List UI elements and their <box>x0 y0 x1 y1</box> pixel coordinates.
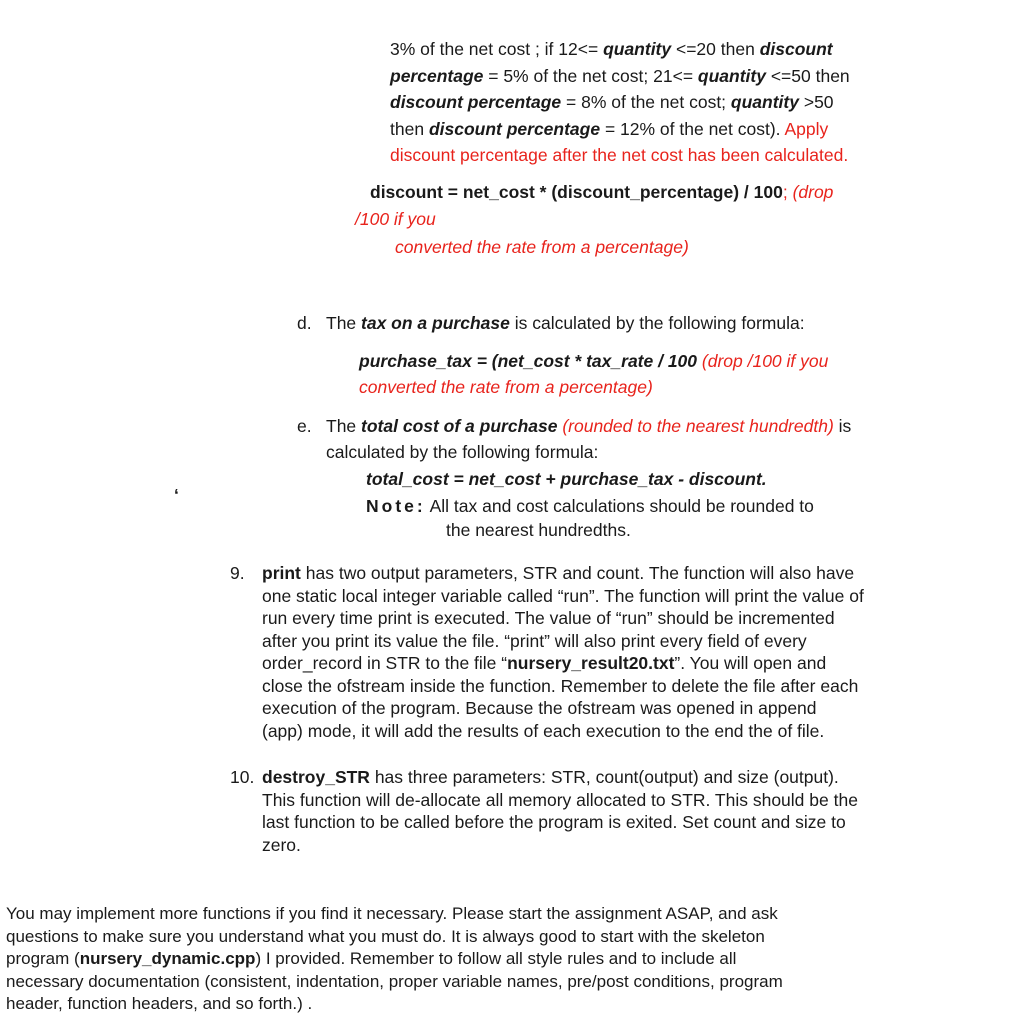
item-e-text: The total cost of a purchase (rounded to the nearest hundredth) is <box>326 416 852 436</box>
item-d-formula: purchase_tax = (net_cost * tax_rate / 100 (drop /100 if you <box>359 351 829 371</box>
discount-rules-line-4: then discount percentage = 12% of the net cost). Apply <box>390 118 829 139</box>
item-e-line-2: calculated by the following formula: <box>326 442 599 462</box>
discount-formula: discount = net_cost * (discount_percentage) / 100; (drop <box>370 182 834 202</box>
print-term: print <box>262 563 301 583</box>
discount-formula-note-2: /100 if you <box>355 209 436 229</box>
closing-paragraph: You may implement more functions if you find it necessary. Please start the assignment ASAP, and ask questions to make sure you understand what you must do. It is always good to start with the skeleton program (nursery_dynamic.cpp) I provided. Remember to follow all style rules and to include all necessary documentation (consistent, indentation, proper variable names, pre/post conditions, program header, function headers, and so forth.) . <box>6 904 783 1013</box>
item-10-text: destroy_STR has three parameters: STR, count(output) and size (output). This function will de-allocate all memory allocated to STR. This should be the last function to be called before the program is exited. Set count and size to zero. <box>262 767 858 855</box>
stray-mark: ‘ <box>174 485 179 505</box>
item-9-number: 9. <box>230 563 245 583</box>
item-e-letter: e. <box>297 416 312 436</box>
item-9-text: print has two output parameters, STR and count. The function will also have one static local integer variable called “run”. The function will print the value of run every time print is executed. The value of “run” should be incremented after you print its value the file. “print” will also print every field of every order_record in STR to the file “nursery_result20.txt”. You will open and close the ofstream inside the function. Remember to delete the file after each execution of the program. Because the ofstream was opened in append (app) mode, it will add the results of each execution to the end the of file. <box>262 563 864 741</box>
discount-rules <box>390 36 850 169</box>
item-d-letter: d. <box>297 313 312 333</box>
discount-rules-line-1: 3% of the net cost ; if 12<= quantity <=20 then discount <box>390 39 833 59</box>
discount-rules-line-2: percentage = 5% of the net cost; 21<= quantity <=50 then <box>390 65 850 86</box>
skeleton-file-name: nursery_dynamic.cpp <box>79 949 256 968</box>
item-10-number: 10. <box>230 767 255 787</box>
discount-rules-line-5: discount percentage after the net cost has been calculated. <box>390 145 849 165</box>
discount-rules-line-3: discount percentage = 8% of the net cost; quantity >50 <box>390 92 834 112</box>
destroy-str-term: destroy_STR <box>262 767 370 787</box>
item-e-note: Note: All tax and cost calculations should be rounded to <box>366 496 814 516</box>
result-file-name: nursery_result20.txt <box>507 653 675 673</box>
note-label: Note: <box>366 496 426 516</box>
discount-formula-note-3: converted the rate from a percentage) <box>395 237 689 257</box>
item-d-text: The tax on a purchase is calculated by the following formula: <box>326 313 805 333</box>
item-e-note-2: the nearest hundredths. <box>446 520 631 540</box>
item-d-note-2: converted the rate from a percentage) <box>359 377 653 397</box>
item-e-formula: total_cost = net_cost + purchase_tax - discount. <box>366 469 767 489</box>
discount-formula-text: discount = net_cost * (discount_percentage) / 100 <box>370 182 783 202</box>
